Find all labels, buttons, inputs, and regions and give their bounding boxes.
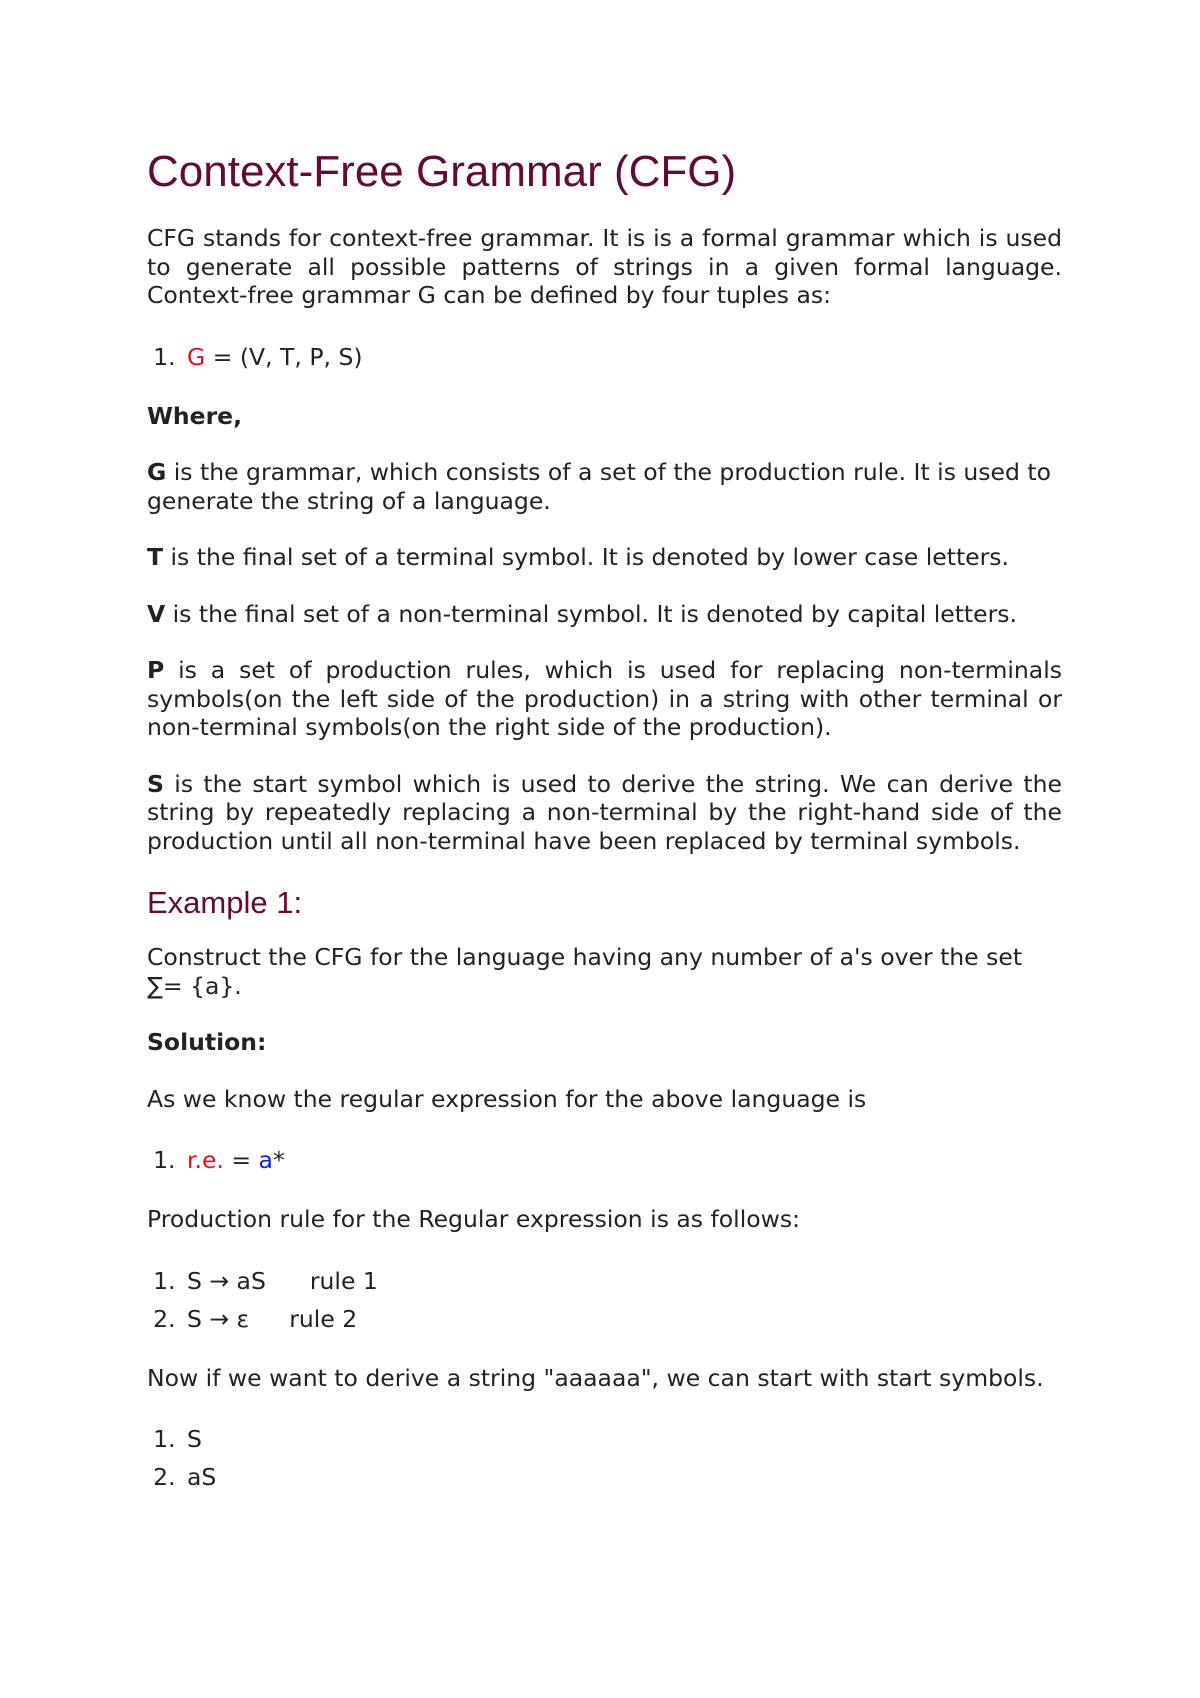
document-page	[147, 146, 1062, 1522]
intro-paragraph: CFG stands for context-free grammar. It is is a formal grammar which is used to generate all possible patterns of strings in a given formal language. Context-free grammar G can be defined by four tuples as:	[147, 224, 1062, 309]
solution-label: Solution:	[147, 1028, 267, 1056]
definition-p	[147, 656, 1062, 742]
regex-intro: As we know the regular expression for the above language is	[147, 1084, 867, 1113]
tuple-list	[147, 338, 1062, 376]
production-rules-list	[147, 1262, 1062, 1338]
definition-g	[147, 458, 1062, 515]
regex-star: *	[272, 1146, 285, 1174]
list-item	[183, 338, 1062, 376]
list-item: 1. S	[183, 1420, 1062, 1458]
derivation-list	[147, 1420, 1062, 1496]
regex-label: r.e.	[187, 1146, 224, 1174]
production-rule: S → ε	[187, 1304, 250, 1333]
definition-text: is the start symbol which is used to derive the string. We can derive the string by repeatedly replacing a non-terminal by the right-hand side of the production until all non-terminal have been replaced by terminal symbols.	[147, 769, 1062, 855]
list-item: 2. aS	[183, 1458, 1062, 1496]
derive-intro: Now if we want to derive a string "aaaaaa", we can start with start symbols.	[147, 1363, 1044, 1392]
list-item	[183, 1141, 1062, 1179]
production-rule: S → aS	[187, 1266, 266, 1295]
where-label: Where,	[147, 401, 243, 430]
definition-s	[147, 770, 1062, 856]
list-item	[183, 1262, 1062, 1300]
example-heading: Example 1:	[147, 885, 303, 920]
definition-symbol: V	[147, 599, 166, 628]
definition-symbol: S	[147, 769, 164, 798]
regex-list	[147, 1141, 1062, 1179]
list-item	[183, 1300, 1062, 1338]
definition-symbol: G	[147, 458, 167, 486]
page-title: Context-Free Grammar (CFG)	[147, 147, 737, 196]
rule-label: rule 2	[289, 1304, 358, 1333]
definition-v	[147, 600, 1062, 629]
rule-label: rule 1	[309, 1266, 378, 1295]
rules-intro: Production rule for the Regular expression is as follows:	[147, 1205, 800, 1233]
definition-symbol: P	[147, 656, 165, 684]
definition-text: is a set of production rules, which is used for replacing non-terminals symbols(on the left side of the production) in a string with other terminal or non-terminal symbols(on the right side of the production).	[147, 656, 1062, 741]
definition-text: is the grammar, which consists of a set of the production rule. It is used to generate the string of a language.	[147, 458, 1051, 515]
definition-t	[147, 543, 1062, 572]
regex-equals: =	[223, 1146, 259, 1174]
grammar-symbol: G	[187, 342, 206, 371]
tuple-definition: = (V, T, P, S)	[212, 342, 363, 371]
regex-symbol: a	[258, 1146, 273, 1174]
definition-text: is the final set of a terminal symbol. It is denoted by lower case letters.	[163, 543, 1010, 571]
definition-symbol: T	[147, 543, 164, 571]
example-question: Construct the CFG for the language having any number of a's over the set ∑= {a}.	[147, 943, 1023, 1000]
definition-text: is the final set of a non-terminal symbol. It is denoted by capital letters.	[165, 599, 1017, 628]
